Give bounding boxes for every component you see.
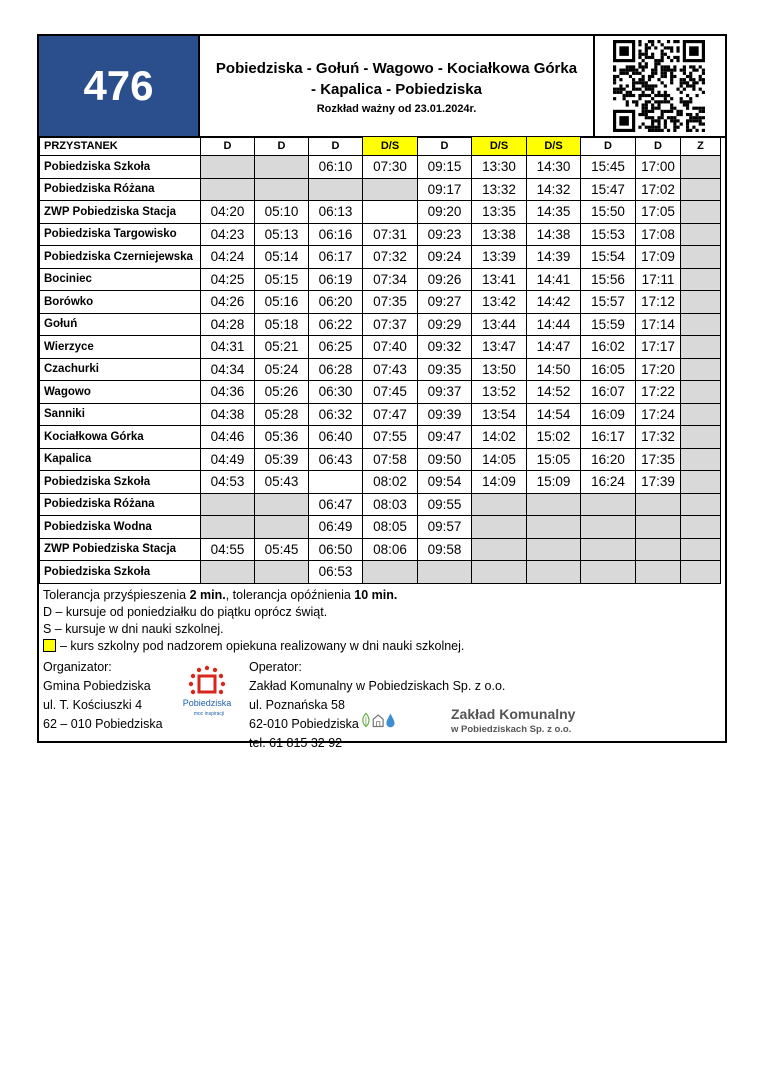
departure-time: 15:09 — [527, 471, 581, 494]
empty-cell — [472, 516, 527, 539]
stop-name: Sanniki — [40, 403, 201, 426]
departure-time: 07:58 — [363, 448, 418, 471]
column-header: D — [201, 137, 255, 156]
stop-name: Pobiedziska Szkoła — [40, 156, 201, 179]
departure-time: 14:35 — [527, 201, 581, 224]
departure-time: 04:38 — [201, 403, 255, 426]
departure-time: 07:47 — [363, 403, 418, 426]
empty-cell — [309, 178, 363, 201]
z-cell — [681, 313, 721, 336]
z-cell — [681, 223, 721, 246]
empty-cell — [527, 561, 581, 584]
departure-time: 04:53 — [201, 471, 255, 494]
departure-time: 05:36 — [255, 426, 309, 449]
departure-time: 04:55 — [201, 538, 255, 561]
table-row — [40, 201, 721, 224]
departure-time: 04:28 — [201, 313, 255, 336]
table-row — [40, 336, 721, 359]
svg-text:Pobiedziska: Pobiedziska — [182, 698, 232, 708]
departure-time: 06:19 — [309, 268, 363, 291]
departure-time: 13:41 — [472, 268, 527, 291]
departure-time: 15:54 — [581, 246, 636, 269]
departure-time: 06:13 — [309, 201, 363, 224]
departure-time: 17:08 — [636, 223, 681, 246]
table-row — [40, 223, 721, 246]
departure-time: 14:50 — [527, 358, 581, 381]
s-legend: S – kursuje w dni nauki szkolnej. — [43, 622, 224, 636]
table-row — [40, 403, 721, 426]
timetable — [39, 136, 721, 584]
stop-name: Pobiedziska Czerniejewska — [40, 246, 201, 269]
empty-cell — [255, 156, 309, 179]
column-header: D — [418, 137, 472, 156]
departure-time: 05:39 — [255, 448, 309, 471]
departure-time: 04:34 — [201, 358, 255, 381]
departure-time: 05:21 — [255, 336, 309, 359]
stop-name: ZWP Pobiedziska Stacja — [40, 201, 201, 224]
empty-cell — [255, 516, 309, 539]
departure-time: 13:54 — [472, 403, 527, 426]
departure-time: 13:35 — [472, 201, 527, 224]
empty-cell — [255, 561, 309, 584]
departure-time: 17:24 — [636, 403, 681, 426]
departure-time: 16:02 — [581, 336, 636, 359]
departure-time: 06:47 — [309, 493, 363, 516]
departure-time: 17:22 — [636, 381, 681, 404]
column-header: Z — [681, 137, 721, 156]
departure-time: 13:38 — [472, 223, 527, 246]
departure-time: 17:11 — [636, 268, 681, 291]
empty-cell — [527, 538, 581, 561]
departure-time: 04:20 — [201, 201, 255, 224]
empty-cell — [255, 178, 309, 201]
table-row — [40, 358, 721, 381]
empty-cell — [201, 516, 255, 539]
z-cell — [681, 516, 721, 539]
stop-name: Pobiedziska Różana — [40, 178, 201, 201]
column-header: D/S — [472, 137, 527, 156]
timetable-sheet — [37, 34, 727, 750]
stop-name: Czachurki — [40, 358, 201, 381]
notes — [43, 587, 723, 655]
departure-time: 15:59 — [581, 313, 636, 336]
departure-time: 15:47 — [581, 178, 636, 201]
departure-time: 17:20 — [636, 358, 681, 381]
departure-time: 04:31 — [201, 336, 255, 359]
departure-time: 08:03 — [363, 493, 418, 516]
house-icon — [373, 715, 383, 726]
departure-time: 06:32 — [309, 403, 363, 426]
empty-cell — [472, 561, 527, 584]
departure-time: 17:32 — [636, 426, 681, 449]
operator-label: Operator: — [249, 660, 302, 674]
organizer-block — [43, 658, 163, 734]
operator-name: Zakład Komunalny w Pobiedziskach Sp. z o.o. — [249, 679, 506, 693]
departure-time: 05:45 — [255, 538, 309, 561]
stop-name: Kapalica — [40, 448, 201, 471]
departure-time: 09:47 — [418, 426, 472, 449]
z-cell — [681, 336, 721, 359]
route-line2: - Kapalica - Pobiedziska — [311, 80, 482, 98]
departure-time: 14:02 — [472, 426, 527, 449]
departure-time: 17:39 — [636, 471, 681, 494]
departure-time: 16:24 — [581, 471, 636, 494]
z-cell — [681, 471, 721, 494]
departure-time: 17:09 — [636, 246, 681, 269]
table-row — [40, 471, 721, 494]
empty-cell — [636, 493, 681, 516]
departure-time: 16:17 — [581, 426, 636, 449]
departure-time: 07:32 — [363, 246, 418, 269]
table-row — [40, 381, 721, 404]
qr-code-icon — [613, 40, 705, 132]
departure-time: 13:47 — [472, 336, 527, 359]
column-header: D/S — [363, 137, 418, 156]
operator-city: 62-010 Pobiedziska — [249, 717, 359, 731]
table-row — [40, 291, 721, 314]
departure-time: 13:39 — [472, 246, 527, 269]
departure-time: 08:05 — [363, 516, 418, 539]
z-cell — [681, 178, 721, 201]
departure-time: 07:35 — [363, 291, 418, 314]
stop-name: Bociniec — [40, 268, 201, 291]
departure-time: 15:05 — [527, 448, 581, 471]
line-number: 476 — [39, 36, 200, 136]
z-cell — [681, 381, 721, 404]
stop-name: Wagowo — [40, 381, 201, 404]
operator-logo-sub: w Pobiedziskach Sp. z o.o. — [451, 724, 572, 735]
departure-time: 06:10 — [309, 156, 363, 179]
z-cell — [681, 493, 721, 516]
departure-time: 08:02 — [363, 471, 418, 494]
departure-time: 09:15 — [418, 156, 472, 179]
departure-time: 13:32 — [472, 178, 527, 201]
departure-time: 14:47 — [527, 336, 581, 359]
departure-time: 09:58 — [418, 538, 472, 561]
departure-time: 09:17 — [418, 178, 472, 201]
stop-name: Pobiedziska Szkoła — [40, 561, 201, 584]
empty-cell — [201, 156, 255, 179]
departure-time: 17:12 — [636, 291, 681, 314]
table-row — [40, 246, 721, 269]
departure-time: 05:14 — [255, 246, 309, 269]
school-legend: – kurs szkolny pod nadzorem opiekuna realizowany w dni nauki szkolnej. — [43, 638, 723, 655]
departure-time: 16:05 — [581, 358, 636, 381]
empty-cell — [363, 201, 418, 224]
departure-time: 14:30 — [527, 156, 581, 179]
table-row — [40, 538, 721, 561]
departure-time: 14:54 — [527, 403, 581, 426]
empty-cell — [581, 561, 636, 584]
departure-time: 06:28 — [309, 358, 363, 381]
departure-time: 13:50 — [472, 358, 527, 381]
z-cell — [681, 156, 721, 179]
operator-phone: tel. 61 815 32 92 — [249, 736, 343, 750]
column-header: D — [581, 137, 636, 156]
departure-time: 09:55 — [418, 493, 472, 516]
operator-logo-name: Zakład Komunalny — [451, 706, 576, 722]
departure-time: 06:17 — [309, 246, 363, 269]
leaf-icon — [363, 713, 369, 726]
departure-time: 06:53 — [309, 561, 363, 584]
departure-time: 09:50 — [418, 448, 472, 471]
table-row — [40, 426, 721, 449]
departure-time: 07:34 — [363, 268, 418, 291]
stop-name: Pobiedziska Wodna — [40, 516, 201, 539]
table-row — [40, 178, 721, 201]
departure-time: 09:39 — [418, 403, 472, 426]
departure-time: 05:26 — [255, 381, 309, 404]
departure-time: 09:27 — [418, 291, 472, 314]
departure-time: 09:29 — [418, 313, 472, 336]
stop-name: ZWP Pobiedziska Stacja — [40, 538, 201, 561]
table-row — [40, 313, 721, 336]
z-cell — [681, 426, 721, 449]
organizer-label: Organizator: — [43, 660, 112, 674]
column-header: D/S — [527, 137, 581, 156]
departure-time: 16:09 — [581, 403, 636, 426]
table-header-row — [40, 137, 721, 156]
departure-time: 05:24 — [255, 358, 309, 381]
departure-time: 13:30 — [472, 156, 527, 179]
departure-time: 09:24 — [418, 246, 472, 269]
departure-time: 15:57 — [581, 291, 636, 314]
departure-time: 15:45 — [581, 156, 636, 179]
departure-time: 07:30 — [363, 156, 418, 179]
departure-time: 09:26 — [418, 268, 472, 291]
z-cell — [681, 201, 721, 224]
departure-time: 09:20 — [418, 201, 472, 224]
empty-cell — [581, 538, 636, 561]
z-cell — [681, 538, 721, 561]
z-cell — [681, 246, 721, 269]
departure-time: 14:44 — [527, 313, 581, 336]
stop-column-header: PRZYSTANEK — [40, 137, 201, 156]
departure-time: 09:57 — [418, 516, 472, 539]
table-row — [40, 516, 721, 539]
departure-time: 15:50 — [581, 201, 636, 224]
organizer-street: ul. T. Kościuszki 4 — [43, 698, 143, 712]
departure-time: 04:26 — [201, 291, 255, 314]
departure-time: 17:00 — [636, 156, 681, 179]
departure-time: 16:07 — [581, 381, 636, 404]
header — [39, 36, 725, 138]
departure-time: 13:42 — [472, 291, 527, 314]
table-row — [40, 268, 721, 291]
departure-time: 06:50 — [309, 538, 363, 561]
departure-time: 07:31 — [363, 223, 418, 246]
empty-cell — [363, 561, 418, 584]
departure-time: 14:09 — [472, 471, 527, 494]
empty-cell — [581, 493, 636, 516]
departure-time: 05:16 — [255, 291, 309, 314]
z-cell — [681, 403, 721, 426]
table-row — [40, 493, 721, 516]
departure-time: 14:41 — [527, 268, 581, 291]
column-header: D — [255, 137, 309, 156]
departure-time: 07:55 — [363, 426, 418, 449]
empty-cell — [201, 178, 255, 201]
z-cell — [681, 291, 721, 314]
empty-cell — [472, 493, 527, 516]
empty-cell — [309, 471, 363, 494]
departure-time: 17:17 — [636, 336, 681, 359]
departure-time: 04:46 — [201, 426, 255, 449]
route-block — [200, 36, 595, 136]
z-cell — [681, 358, 721, 381]
departure-time: 17:35 — [636, 448, 681, 471]
departure-time: 06:30 — [309, 381, 363, 404]
stop-name: Kociałkowa Górka — [40, 426, 201, 449]
stop-name: Pobiedziska Targowisko — [40, 223, 201, 246]
departure-time: 07:37 — [363, 313, 418, 336]
empty-cell — [201, 561, 255, 584]
empty-cell — [527, 516, 581, 539]
departure-time: 05:43 — [255, 471, 309, 494]
departure-time: 07:43 — [363, 358, 418, 381]
empty-cell — [255, 493, 309, 516]
departure-time: 04:25 — [201, 268, 255, 291]
column-header: D — [309, 137, 363, 156]
table-row — [40, 561, 721, 584]
stop-name: Pobiedziska Różana — [40, 493, 201, 516]
departure-time: 14:32 — [527, 178, 581, 201]
departure-time: 05:28 — [255, 403, 309, 426]
z-cell — [681, 561, 721, 584]
departure-time: 05:18 — [255, 313, 309, 336]
departure-time: 15:56 — [581, 268, 636, 291]
departure-time: 07:45 — [363, 381, 418, 404]
stop-name: Borówko — [40, 291, 201, 314]
departure-time: 04:23 — [201, 223, 255, 246]
departure-time: 09:37 — [418, 381, 472, 404]
operator-street: ul. Poznańska 58 — [249, 698, 345, 712]
empty-cell — [581, 516, 636, 539]
departure-time: 09:35 — [418, 358, 472, 381]
stop-name: Pobiedziska Szkoła — [40, 471, 201, 494]
departure-time: 05:13 — [255, 223, 309, 246]
route-line1: Pobiedziska - Gołuń - Wagowo - Kociałkowa Górka — [215, 59, 578, 77]
empty-cell — [636, 561, 681, 584]
water-drop-icon — [386, 713, 394, 727]
validity-date: Rozkład ważny od 23.01.2024r. — [316, 102, 477, 115]
departure-time: 09:23 — [418, 223, 472, 246]
stop-name: Gołuń — [40, 313, 201, 336]
departure-time: 15:02 — [527, 426, 581, 449]
organizer-name: Gmina Pobiedziska — [43, 679, 151, 693]
departure-time: 04:49 — [201, 448, 255, 471]
empty-cell — [363, 178, 418, 201]
departure-time: 15:53 — [581, 223, 636, 246]
departure-time: 08:06 — [363, 538, 418, 561]
empty-cell — [201, 493, 255, 516]
empty-cell — [636, 538, 681, 561]
departure-time: 06:49 — [309, 516, 363, 539]
empty-cell — [418, 561, 472, 584]
departure-time: 17:02 — [636, 178, 681, 201]
stop-name: Wierzyce — [40, 336, 201, 359]
departure-time: 07:40 — [363, 336, 418, 359]
svg-text:moc inspiracji: moc inspiracji — [193, 711, 225, 717]
departure-time: 06:25 — [309, 336, 363, 359]
departure-time: 05:10 — [255, 201, 309, 224]
departure-time: 06:40 — [309, 426, 363, 449]
departure-time: 09:54 — [418, 471, 472, 494]
d-legend: D – kursuje od poniedziałku do piątku oprócz świąt. — [43, 605, 328, 619]
departure-time: 14:05 — [472, 448, 527, 471]
departure-time: 14:52 — [527, 381, 581, 404]
departure-time: 13:44 — [472, 313, 527, 336]
empty-cell — [636, 516, 681, 539]
departure-time: 06:22 — [309, 313, 363, 336]
departure-time: 06:16 — [309, 223, 363, 246]
departure-time: 09:32 — [418, 336, 472, 359]
empty-cell — [472, 538, 527, 561]
operator-logo-icons — [361, 700, 451, 740]
departure-time: 06:20 — [309, 291, 363, 314]
table-row — [40, 156, 721, 179]
z-cell — [681, 268, 721, 291]
departure-time: 14:42 — [527, 291, 581, 314]
column-header: D — [636, 137, 681, 156]
pobiedziska-logo-icon — [179, 663, 235, 719]
departure-time: 14:39 — [527, 246, 581, 269]
departure-time: 17:14 — [636, 313, 681, 336]
departure-time: 04:24 — [201, 246, 255, 269]
z-cell — [681, 448, 721, 471]
departure-time: 13:52 — [472, 381, 527, 404]
departure-time: 04:36 — [201, 381, 255, 404]
departure-time: 17:05 — [636, 201, 681, 224]
yellow-square-icon — [43, 639, 56, 652]
departure-time: 06:43 — [309, 448, 363, 471]
table-row — [40, 448, 721, 471]
empty-cell — [527, 493, 581, 516]
organizer-city: 62 – 010 Pobiedziska — [43, 717, 163, 731]
departure-time: 05:15 — [255, 268, 309, 291]
departure-time: 16:20 — [581, 448, 636, 471]
tolerance-note: Tolerancja przyśpieszenia 2 min., tolerancja opóźnienia 10 min. — [43, 588, 398, 602]
departure-time: 14:38 — [527, 223, 581, 246]
